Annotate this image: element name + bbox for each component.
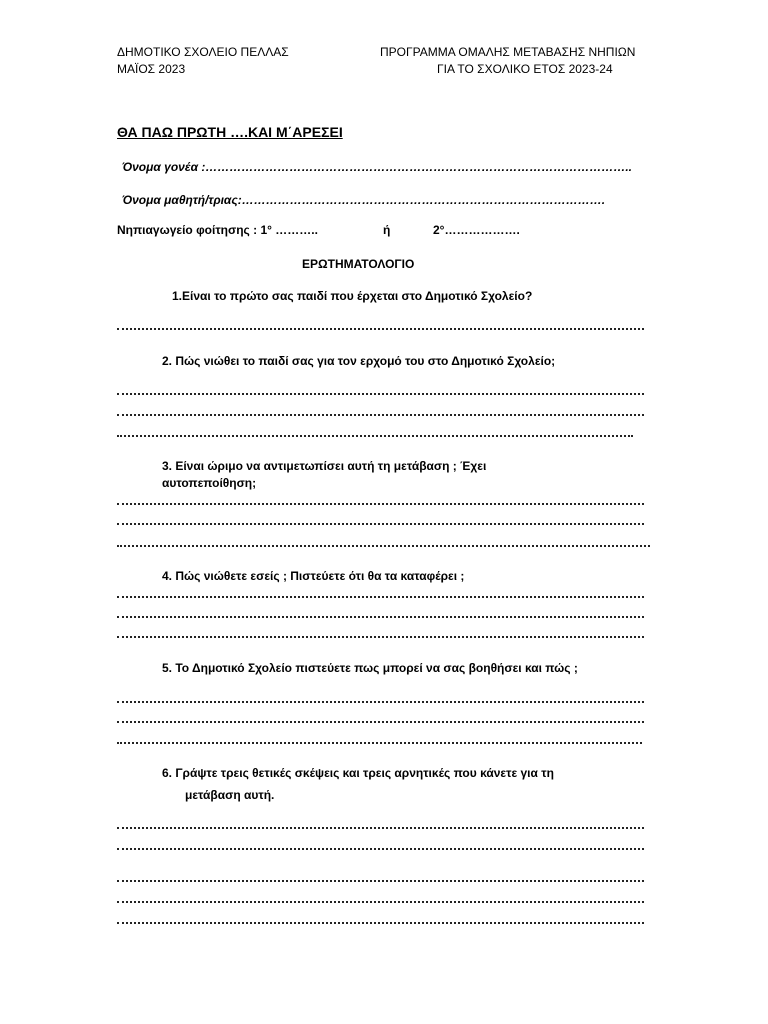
page-title: ΘΑ ΠΑΩ ΠΡΩΤΗ ….ΚΑΙ Μ΄ΑΡΕΣΕΙ [117,124,343,140]
answer-line [117,721,644,723]
answer-line [117,636,644,638]
question-3-continuation: αυτοπεποίθηση; [162,476,257,490]
kindergarten-second-option: 2°………………. [433,223,520,237]
answer-line [117,742,642,744]
answer-line [117,435,633,437]
answer-line [117,503,644,505]
school-year: ΓΙΑ ΤΟ ΣΧΟΛΙΚΟ ΕΤΟΣ 2023-24 [437,62,613,76]
question-1: 1.Είναι το πρώτο σας παιδί που έρχεται στο Δημοτικό Σχολείο? [172,289,533,303]
questionnaire-title: ΕΡΩΤΗΜΑΤΟΛΟΓΙΟ [302,257,415,271]
or-label: ή [383,223,391,237]
document-date: ΜΑΪΟΣ 2023 [117,62,186,76]
question-5: 5. Το Δημοτικό Σχολείο πιστεύετε πως μπορεί να σας βοηθήσει και πώς ; [162,661,578,675]
answer-line [117,616,644,618]
answer-line [117,596,644,598]
answer-line [117,545,650,547]
student-name-field: Όνομα μαθητή/τριας:………………………………………………………………………………. [122,193,606,207]
question-4: 4. Πώς νιώθετε εσείς ; Πιστεύετε ότι θα τα καταφέρει ; [162,569,465,583]
answer-line [117,701,644,703]
answer-line [117,880,644,882]
kindergarten-field: Νηπιαγωγείο φοίτησης : 1° ……….. [117,223,318,237]
question-6: 6. Γράψτε τρεις θετικές σκέψεις και τρεις αρνητικές που κάνετε για τη [162,766,554,780]
program-name: ΠΡΟΓΡΑΜΜΑ ΟΜΑΛΗΣ ΜΕΤΑΒΑΣΗΣ ΝΗΠΙΩΝ [380,45,636,59]
answer-line [117,328,644,330]
parent-name-field: Όνομα γονέα :…………………………………………………………………………………………….. [122,160,633,174]
question-3: 3. Είναι ώριμο να αντιμετωπίσει αυτή τη μετάβαση ; Έχει [162,459,487,473]
answer-line [117,827,644,829]
answer-line [117,393,644,395]
answer-line [117,414,644,416]
answer-line [117,901,644,903]
question-6-continuation: μετάβαση αυτή. [185,788,275,802]
question-2: 2. Πώς νιώθει το παιδί σας για τον ερχομό του στο Δημοτικό Σχολείο; [162,354,556,368]
answer-line [117,848,644,850]
answer-line [117,523,644,525]
answer-line [117,922,644,924]
school-name: ΔΗΜΟΤΙΚΟ ΣΧΟΛΕΙΟ ΠΕΛΛΑΣ [117,45,289,59]
